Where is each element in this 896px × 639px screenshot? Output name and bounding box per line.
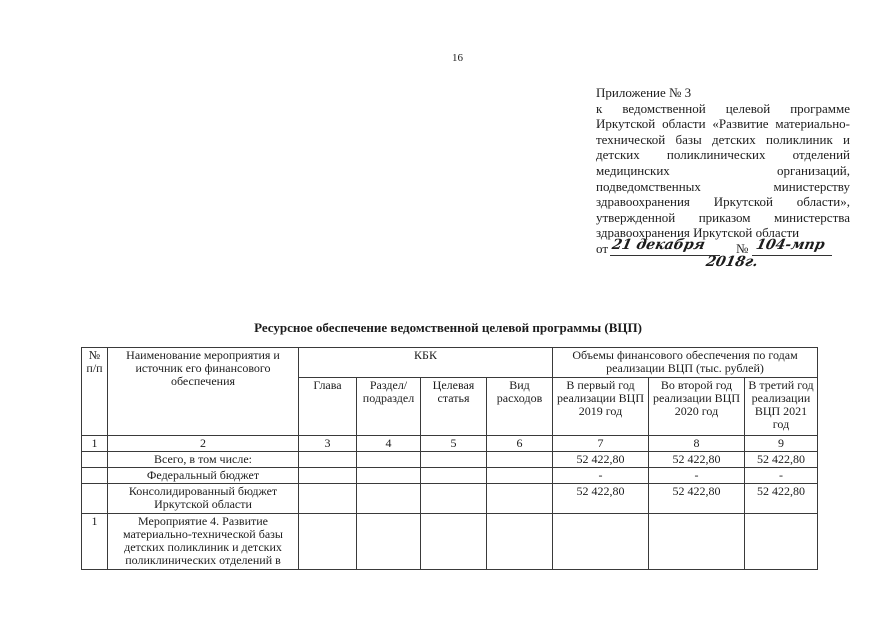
header-year-col: В первый год реализации ВЦП 2019 год (553, 378, 649, 436)
col-number: 6 (487, 436, 553, 452)
row-name: Мероприятие 4. Развитие материально-технической базы детских поликлиник и детских поликлинических отделений в (108, 514, 299, 570)
row-name: Консолидированный бюджет Иркутской области (108, 484, 299, 514)
resource-table (81, 347, 818, 570)
header-num: № п/п (82, 348, 108, 436)
handwritten-year: 2018г. (704, 253, 760, 270)
row-value: 52 422,80 (649, 452, 745, 468)
annex-title: Приложение № 3 (596, 85, 692, 100)
col-number: 5 (421, 436, 487, 452)
col-number: 9 (745, 436, 818, 452)
header-name: Наименование мероприятия и источник его финансового обеспечения (108, 348, 299, 436)
page-number: 16 (452, 52, 463, 64)
row-value: 52 422,80 (649, 484, 745, 514)
row-value: 52 422,80 (553, 484, 649, 514)
header-kbk: КБК (299, 348, 553, 378)
handwritten-date: 21 декабря (610, 236, 707, 253)
row-num (82, 452, 108, 468)
table-row (82, 484, 818, 514)
document-title: Ресурсное обеспечение ведомственной целевой программы (ВЦП) (254, 320, 642, 335)
col-number: 8 (649, 436, 745, 452)
row-value: 52 422,80 (745, 484, 818, 514)
annex-body: к ведомственной целевой программе Иркутской области «Развитие материально-технической базы детских поликлиник и детских поликлинических отделений медицинских организаций, подведомственных министерству здравоохранения Иркутской области», утвержденной приказом министерства здравоохранения Иркутской области (596, 100, 850, 241)
row-value: 52 422,80 (553, 452, 649, 468)
col-number: 3 (299, 436, 357, 452)
handwritten-number: 104-мпр (754, 236, 827, 253)
annex-block (596, 85, 850, 275)
number-underline (752, 255, 832, 256)
header-volumes: Объемы финансового обеспечения по годам реализации ВЦП (тыс. рублей) (553, 348, 818, 378)
header-kbk-col: Раздел/ подраздел (357, 378, 421, 436)
from-label: от (596, 240, 609, 256)
header-kbk-col: Вид расходов (487, 378, 553, 436)
col-number: 7 (553, 436, 649, 452)
row-value: - (553, 468, 649, 484)
table-row (82, 468, 818, 484)
date-underline (610, 255, 720, 256)
header-year-col: В третий год реализации ВЦП 2021 год (745, 378, 818, 436)
number-label: № (736, 240, 749, 256)
col-number: 4 (357, 436, 421, 452)
row-name: Федеральный бюджет (108, 468, 299, 484)
table-row (82, 452, 818, 468)
row-value (745, 514, 818, 570)
row-value: 52 422,80 (745, 452, 818, 468)
row-value (649, 514, 745, 570)
header-kbk-col: Глава (299, 378, 357, 436)
row-value: - (649, 468, 745, 484)
row-value: - (745, 468, 818, 484)
row-num: 1 (82, 514, 108, 570)
row-num (82, 468, 108, 484)
annex-signature-line (596, 236, 850, 275)
row-value (553, 514, 649, 570)
header-year-col: Во второй год реализации ВЦП 2020 год (649, 378, 745, 436)
row-name: Всего, в том числе: (108, 452, 299, 468)
header-kbk-col: Целевая статья (421, 378, 487, 436)
table-row (82, 514, 818, 570)
col-number: 2 (108, 436, 299, 452)
col-number: 1 (82, 436, 108, 452)
row-num (82, 484, 108, 514)
